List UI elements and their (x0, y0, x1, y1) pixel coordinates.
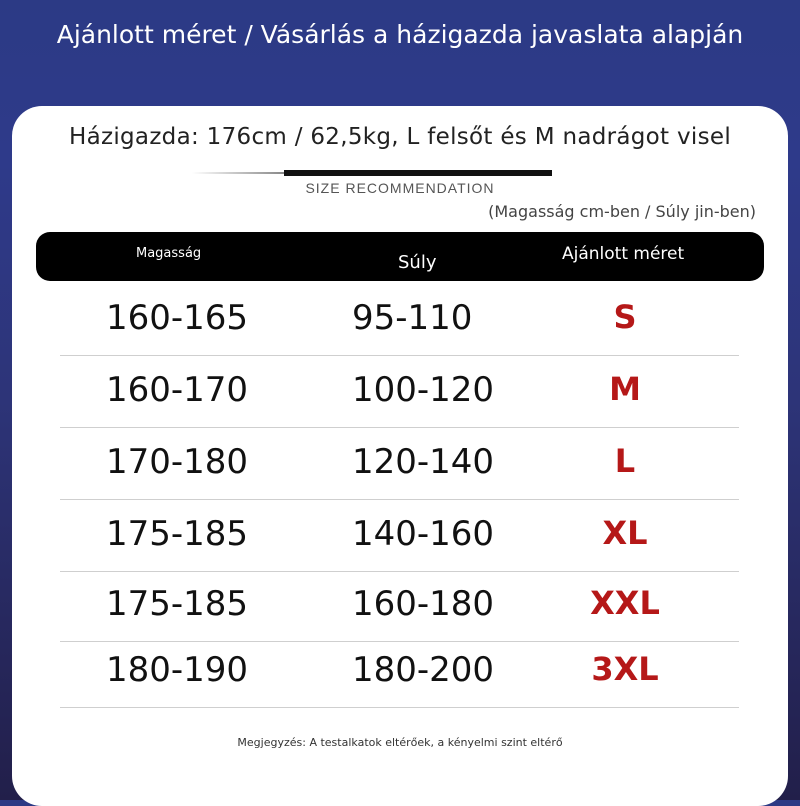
size-cell: S (613, 298, 637, 336)
weight-cell: 160-180 (352, 584, 495, 624)
weight-cell: 100-120 (352, 370, 495, 410)
height-cell: 170-180 (106, 442, 249, 482)
units-note: (Magasság cm-ben / Súly jin-ben) (488, 202, 756, 221)
header-size: Ajánlott méret (562, 244, 685, 264)
weight-cell: 180-200 (352, 650, 495, 690)
header-height: Magasság (136, 246, 202, 261)
table-row (60, 428, 739, 500)
footnote: Megjegyzés: A testalkatok eltérőek, a kényelmi szint eltérő (237, 736, 563, 749)
row-divider (60, 707, 739, 708)
page-title: Ajánlott méret / Vásárlás a házigazda javaslata alapján (56, 20, 744, 49)
table-row (60, 570, 739, 642)
height-cell: 175-185 (106, 584, 249, 624)
table-row (60, 500, 739, 572)
table-row (60, 284, 739, 356)
header-weight: Súly (398, 252, 437, 273)
divider-fade (192, 172, 284, 174)
table-header (36, 232, 764, 281)
height-cell: 175-185 (106, 514, 249, 554)
table-row (60, 356, 739, 428)
weight-cell: 140-160 (352, 514, 495, 554)
host-info: Házigazda: 176cm / 62,5kg, L felsőt és M nadrágot visel (68, 124, 732, 150)
divider-bar (284, 170, 552, 176)
table-row (60, 636, 739, 708)
size-cell: 3XL (591, 650, 659, 688)
height-cell: 180-190 (106, 650, 249, 690)
size-cell: M (609, 370, 641, 408)
size-cell: L (614, 442, 636, 480)
weight-cell: 95-110 (352, 298, 473, 338)
weight-cell: 120-140 (352, 442, 495, 482)
size-cell: XXL (590, 584, 660, 622)
size-cell: XL (602, 514, 648, 552)
height-cell: 160-165 (106, 298, 249, 338)
height-cell: 160-170 (106, 370, 249, 410)
section-label: SIZE RECOMMENDATION (305, 180, 495, 196)
size-card (12, 106, 788, 806)
